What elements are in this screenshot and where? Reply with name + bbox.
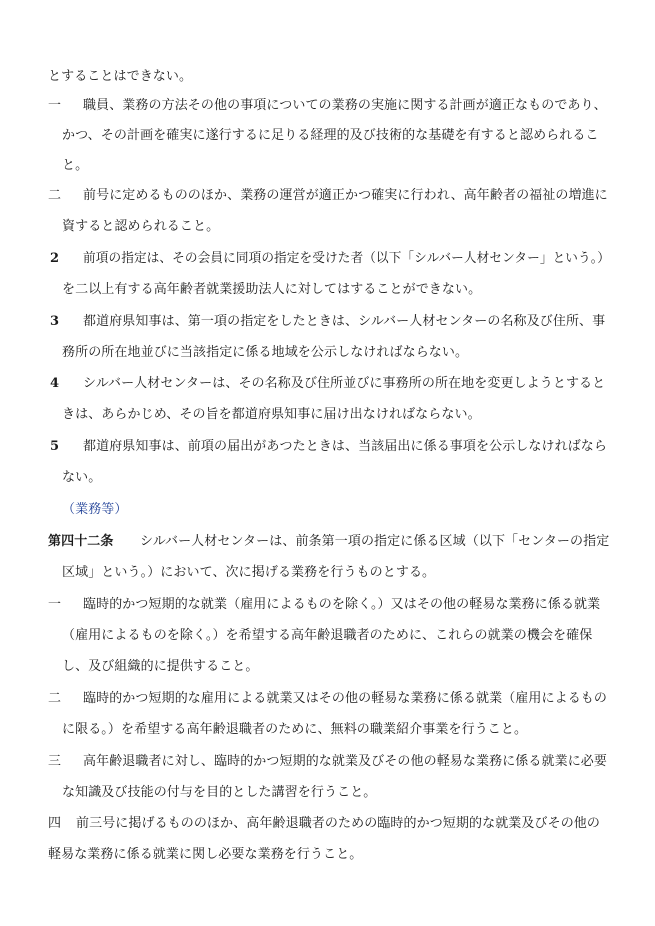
item-number: 二 xyxy=(48,691,62,706)
text-line: 前項の指定は、その会員に同項の指定を受けた者（以下「シルバー人材センター」という。） xyxy=(83,251,610,266)
text-line: を二以上有する高年齢者就業援助法人に対してはすることができない。 xyxy=(62,282,482,297)
text-line: 務所の所在地並びに当該指定に係る地域を公示しなければならない。 xyxy=(62,345,469,360)
text-line: 前号に定めるもののほか、業務の運営が適正かつ確実に行われ、高年齢者の福祉の増進に xyxy=(83,188,608,203)
text-line: に限る。）を希望する高年齢退職者のために、無料の職業紹介事業を行うこと。 xyxy=(62,722,528,737)
paragraph-number: 4 xyxy=(50,376,60,391)
text-line: な知識及び技能の付与を目的とした講習を行うこと。 xyxy=(62,785,377,800)
text-line: きは、あらかじめ、その旨を都道府県知事に届け出なければならない。 xyxy=(62,407,481,422)
item-number: 二 xyxy=(48,188,62,203)
text-line: （雇用によるものを除く。）を希望する高年齢退職者のために、これらの就業の機会を確保 xyxy=(62,628,593,643)
text-line: 軽易な業務に係る就業に関し必要な業務を行うこと。 xyxy=(48,847,363,862)
text-line: シルバー人材センターは、その名称及び住所並びに事務所の所在地を変更しようとすると xyxy=(83,376,606,391)
item-number: 三 xyxy=(48,754,62,769)
text-line: とすることはできない。 xyxy=(48,69,193,84)
text-line: シルバー人材センターは、前条第一項の指定に係る区域（以下「センターの指定 xyxy=(140,534,610,549)
item-number: 一 xyxy=(48,597,62,612)
text-line: と。 xyxy=(62,158,89,173)
text-line: 職員、業務の方法その他の事項についての業務の実施に関する計画が適正なものであり、 xyxy=(83,98,607,113)
article-title: 第四十二条 xyxy=(48,534,114,549)
item-number: 四 xyxy=(48,816,62,831)
section-heading: （業務等） xyxy=(62,502,128,517)
text-line: 資すると認められること。 xyxy=(62,219,220,234)
text-line: 臨時的かつ短期的な雇用による就業又はその他の軽易な業務に係る就業（雇用によるもの xyxy=(83,691,608,706)
paragraph-number: 5 xyxy=(50,439,60,454)
text-line: 都道府県知事は、第一項の指定をしたときは、シルバー人材センターの名称及び住所、事 xyxy=(83,314,606,329)
text-line: 区域」という。）において、次に掲げる業務を行うものとする。 xyxy=(62,565,436,580)
text-line: かつ、その計画を確実に遂行するに足りる経理的及び技術的な基礎を有すると認められるこ xyxy=(62,128,599,143)
item-number: 一 xyxy=(48,98,62,113)
text-line: ない。 xyxy=(62,470,102,485)
text-line: 高年齢退職者に対し、臨時的かつ短期的な就業及びその他の軽易な業務に係る就業に必要 xyxy=(83,754,608,769)
text-line: 臨時的かつ短期的な就業（雇用によるものを除く。）又はその他の軽易な業務に係る就業 xyxy=(83,597,601,612)
text-line: 都道府県知事は、前項の届出があつたときは、当該届出に係る事項を公示しなければなら xyxy=(83,439,608,454)
text-line: 前三号に掲げるもののほか、高年齢退職者のための臨時的かつ短期的な就業及びその他の xyxy=(76,816,601,831)
paragraph-number: 2 xyxy=(50,251,60,266)
paragraph-number: 3 xyxy=(50,314,60,329)
text-line: し、及び組織的に提供すること。 xyxy=(62,659,259,674)
